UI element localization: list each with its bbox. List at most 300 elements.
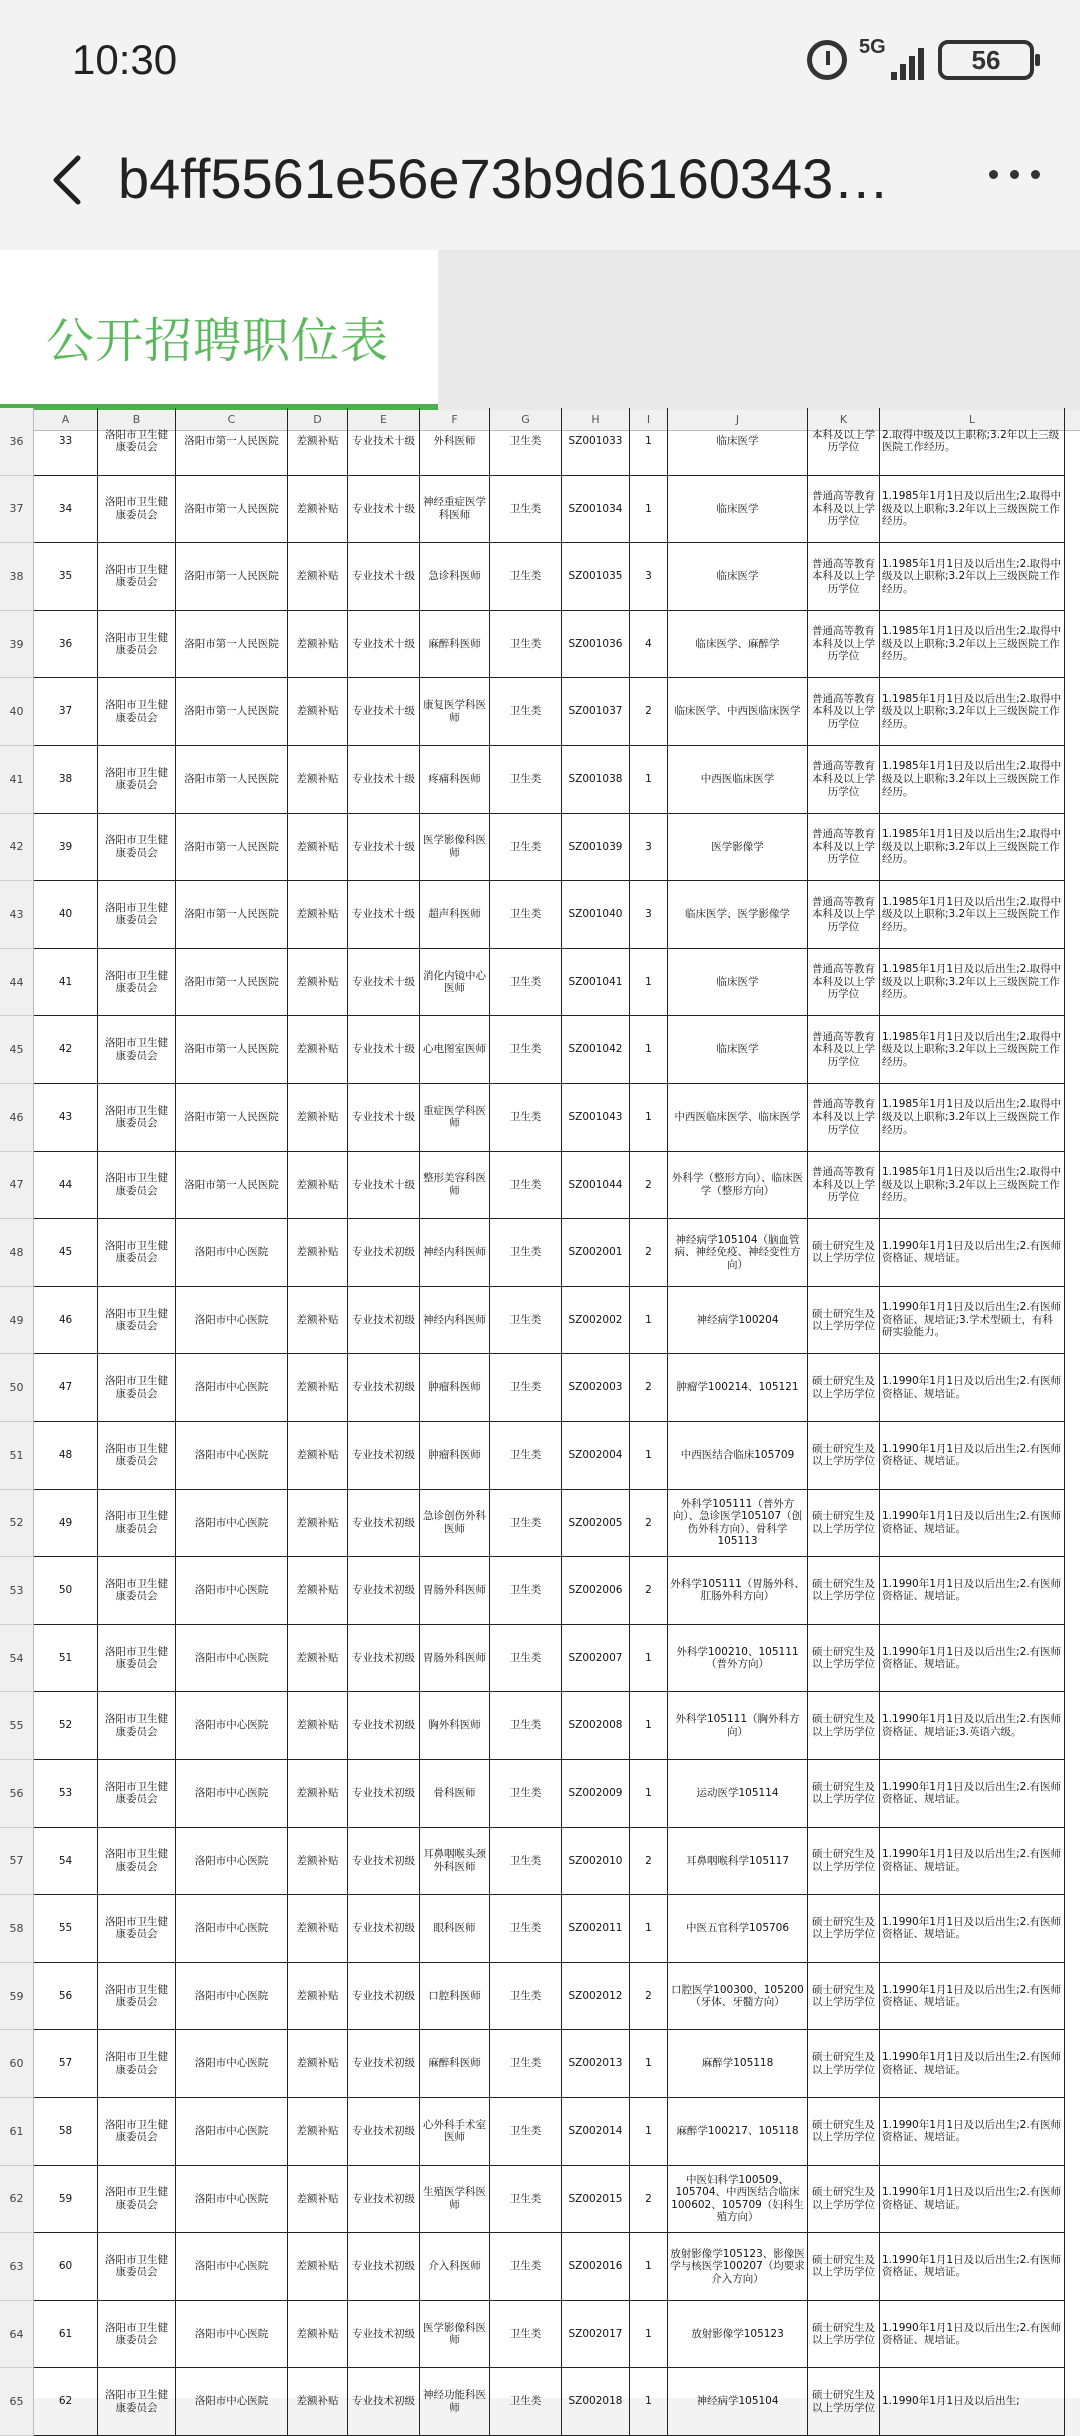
cell-A[interactable]: 35 xyxy=(34,543,98,611)
cell-D[interactable]: 差额补贴 xyxy=(288,2030,348,2098)
cell-F[interactable]: 医学影像科医师 xyxy=(420,814,490,882)
row-number[interactable]: 49 xyxy=(0,1287,34,1355)
column-header-J[interactable]: J xyxy=(668,410,808,430)
cell-B[interactable]: 洛阳市卫生健康委员会 xyxy=(98,1354,176,1422)
cell-D[interactable]: 差额补贴 xyxy=(288,2233,348,2301)
cell-F[interactable]: 胃肠外科医师 xyxy=(420,1625,490,1693)
cell-H[interactable]: SZ001036 xyxy=(562,611,630,679)
more-options-icon[interactable] xyxy=(989,170,1040,179)
cell-K[interactable]: 硕士研究生及以上学历学位 xyxy=(808,1557,880,1625)
cell-L[interactable]: 1.1985年1月1日及以后出生;2.取得中级及以上职称;3.2年以上三级医院工作经历。 xyxy=(880,1084,1065,1152)
row-number[interactable]: 65 xyxy=(0,2368,34,2436)
cell-J[interactable]: 临床医学 xyxy=(668,949,808,1017)
cell-F[interactable]: 麻醉科医师 xyxy=(420,611,490,679)
cell-J[interactable]: 中医五官科学105706 xyxy=(668,1895,808,1963)
cell-L[interactable]: 1.1985年1月1日及以后出生;2.取得中级及以上职称;3.2年以上三级医院工作经历。 xyxy=(880,746,1065,814)
cell-F[interactable]: 医学影像科医师 xyxy=(420,2301,490,2369)
cell-C[interactable]: 洛阳市中心医院 xyxy=(176,1625,288,1693)
cell-E[interactable]: 专业技术初级 xyxy=(348,1557,420,1625)
cell-F[interactable]: 神经功能科医师 xyxy=(420,2368,490,2436)
cell-K[interactable]: 普通高等教育本科及以上学历学位 xyxy=(808,1084,880,1152)
cell-D[interactable]: 差额补贴 xyxy=(288,2301,348,2369)
cell-C[interactable]: 洛阳市中心医院 xyxy=(176,1557,288,1625)
cell-I[interactable]: 1 xyxy=(630,2098,668,2166)
cell-I[interactable]: 1 xyxy=(630,1287,668,1355)
cell-D[interactable]: 差额补贴 xyxy=(288,1828,348,1896)
row-number[interactable]: 38 xyxy=(0,543,34,611)
cell-L[interactable]: 1.1990年1月1日及以后出生;2.有医师资格证、规培证。 xyxy=(880,1963,1065,2031)
cell-J[interactable]: 神经病学105104（脑血管病、神经免疫、神经变性方向） xyxy=(668,1219,808,1287)
cell-I[interactable]: 2 xyxy=(630,1219,668,1287)
cell-A[interactable]: 48 xyxy=(34,1422,98,1490)
cell-A[interactable]: 60 xyxy=(34,2233,98,2301)
cell-K[interactable]: 硕士研究生及以上学历学位 xyxy=(808,1760,880,1828)
row-number[interactable]: 39 xyxy=(0,611,34,679)
cell-E[interactable]: 专业技术初级 xyxy=(348,1625,420,1693)
cell-D[interactable]: 差额补贴 xyxy=(288,2368,348,2436)
back-arrow-icon[interactable] xyxy=(40,150,100,210)
cell-J[interactable]: 外科学105111（胃肠外科、肛肠外科方向） xyxy=(668,1557,808,1625)
cell-I[interactable]: 1 xyxy=(630,1016,668,1084)
row-number[interactable]: 62 xyxy=(0,2166,34,2234)
cell-H[interactable]: SZ002017 xyxy=(562,2301,630,2369)
cell-A[interactable]: 33 xyxy=(34,408,98,476)
cell-E[interactable]: 专业技术十级 xyxy=(348,1084,420,1152)
cell-H[interactable]: SZ002007 xyxy=(562,1625,630,1693)
cell-H[interactable]: SZ002012 xyxy=(562,1963,630,2031)
row-number[interactable]: 54 xyxy=(0,1625,34,1693)
cell-E[interactable]: 专业技术十级 xyxy=(348,408,420,476)
cell-C[interactable]: 洛阳市中心医院 xyxy=(176,1692,288,1760)
cell-F[interactable]: 急诊科医师 xyxy=(420,543,490,611)
cell-H[interactable]: SZ002013 xyxy=(562,2030,630,2098)
cell-I[interactable]: 3 xyxy=(630,543,668,611)
cell-J[interactable]: 临床医学、中西医临床医学 xyxy=(668,678,808,746)
cell-G[interactable]: 卫生类 xyxy=(490,476,562,544)
cell-L[interactable]: 1.1990年1月1日及以后出生;2.有医师资格证、规培证。 xyxy=(880,2301,1065,2369)
cell-G[interactable]: 卫生类 xyxy=(490,1016,562,1084)
cell-L[interactable]: 1.1990年1月1日及以后出生; xyxy=(880,2368,1065,2436)
cell-K[interactable]: 硕士研究生及以上学历学位 xyxy=(808,1490,880,1558)
cell-E[interactable]: 专业技术十级 xyxy=(348,476,420,544)
cell-J[interactable]: 肿瘤学100214、105121 xyxy=(668,1354,808,1422)
cell-F[interactable]: 神经内科医师 xyxy=(420,1219,490,1287)
cell-A[interactable]: 34 xyxy=(34,476,98,544)
cell-L[interactable]: 1.1990年1月1日及以后出生;2.有医师资格证、规培证。 xyxy=(880,1557,1065,1625)
row-number[interactable]: 40 xyxy=(0,678,34,746)
cell-F[interactable]: 心电图室医师 xyxy=(420,1016,490,1084)
cell-H[interactable]: SZ002003 xyxy=(562,1354,630,1422)
cell-H[interactable]: SZ002005 xyxy=(562,1490,630,1558)
cell-G[interactable]: 卫生类 xyxy=(490,1895,562,1963)
cell-E[interactable]: 专业技术初级 xyxy=(348,2030,420,2098)
cell-J[interactable]: 运动医学105114 xyxy=(668,1760,808,1828)
cell-K[interactable]: 硕士研究生及以上学历学位 xyxy=(808,1354,880,1422)
cell-A[interactable]: 52 xyxy=(34,1692,98,1760)
cell-B[interactable]: 洛阳市卫生健康委员会 xyxy=(98,1152,176,1220)
cell-D[interactable]: 差额补贴 xyxy=(288,1557,348,1625)
cell-G[interactable]: 卫生类 xyxy=(490,2166,562,2234)
cell-D[interactable]: 差额补贴 xyxy=(288,1084,348,1152)
cell-C[interactable]: 洛阳市中心医院 xyxy=(176,1760,288,1828)
cell-J[interactable]: 外科学（整形方向）、临床医学（整形方向） xyxy=(668,1152,808,1220)
cell-D[interactable]: 差额补贴 xyxy=(288,543,348,611)
cell-K[interactable]: 硕士研究生及以上学历学位 xyxy=(808,1219,880,1287)
cell-E[interactable]: 专业技术十级 xyxy=(348,611,420,679)
cell-D[interactable]: 差额补贴 xyxy=(288,1625,348,1693)
column-header-E[interactable]: E xyxy=(348,410,420,430)
cell-I[interactable]: 1 xyxy=(630,1895,668,1963)
cell-I[interactable]: 1 xyxy=(630,949,668,1017)
cell-G[interactable]: 卫生类 xyxy=(490,1625,562,1693)
column-header-A[interactable]: A xyxy=(34,410,98,430)
cell-G[interactable]: 卫生类 xyxy=(490,2301,562,2369)
cell-L[interactable]: 1.1990年1月1日及以后出生;2.有医师资格证、规培证。 xyxy=(880,2233,1065,2301)
cell-K[interactable]: 硕士研究生及以上学历学位 xyxy=(808,2098,880,2166)
cell-D[interactable]: 差额补贴 xyxy=(288,746,348,814)
cell-I[interactable]: 1 xyxy=(630,746,668,814)
cell-G[interactable]: 卫生类 xyxy=(490,746,562,814)
cell-E[interactable]: 专业技术十级 xyxy=(348,1016,420,1084)
cell-G[interactable]: 卫生类 xyxy=(490,543,562,611)
cell-I[interactable]: 2 xyxy=(630,2166,668,2234)
cell-J[interactable]: 神经病学105104 xyxy=(668,2368,808,2436)
cell-L[interactable]: 1.1990年1月1日及以后出生;2.有医师资格证、规培证;3.英语六级。 xyxy=(880,1692,1065,1760)
row-number[interactable]: 52 xyxy=(0,1490,34,1558)
cell-K[interactable]: 普通高等教育本科及以上学历学位 xyxy=(808,1152,880,1220)
row-number[interactable]: 46 xyxy=(0,1084,34,1152)
cell-L[interactable]: 1.1990年1月1日及以后出生;2.有医师资格证、规培证。 xyxy=(880,1625,1065,1693)
cell-D[interactable]: 差额补贴 xyxy=(288,2098,348,2166)
cell-D[interactable]: 差额补贴 xyxy=(288,678,348,746)
cell-A[interactable]: 53 xyxy=(34,1760,98,1828)
cell-I[interactable]: 2 xyxy=(630,1490,668,1558)
cell-I[interactable]: 4 xyxy=(630,611,668,679)
cell-F[interactable]: 外科医师 xyxy=(420,408,490,476)
cell-D[interactable]: 差额补贴 xyxy=(288,2166,348,2234)
cell-G[interactable]: 卫生类 xyxy=(490,678,562,746)
cell-K[interactable]: 硕士研究生及以上学历学位 xyxy=(808,1287,880,1355)
cell-J[interactable]: 耳鼻咽喉科学105117 xyxy=(668,1828,808,1896)
cell-J[interactable]: 麻醉学100217、105118 xyxy=(668,2098,808,2166)
cell-D[interactable]: 差额补贴 xyxy=(288,476,348,544)
cell-E[interactable]: 专业技术十级 xyxy=(348,678,420,746)
cell-A[interactable]: 51 xyxy=(34,1625,98,1693)
row-number[interactable]: 61 xyxy=(0,2098,34,2166)
cell-K[interactable]: 硕士研究生及以上学历学位 xyxy=(808,2030,880,2098)
cell-I[interactable]: 3 xyxy=(630,814,668,882)
cell-L[interactable]: 1.1985年1月1日及以后出生;2.取得中级及以上职称;3.2年以上三级医院工作经历。 xyxy=(880,1016,1065,1084)
cell-E[interactable]: 专业技术初级 xyxy=(348,1760,420,1828)
cell-F[interactable]: 疼痛科医师 xyxy=(420,746,490,814)
cell-K[interactable]: 本科及以上学历学位 xyxy=(808,408,880,476)
cell-G[interactable]: 卫生类 xyxy=(490,1828,562,1896)
cell-I[interactable]: 2 xyxy=(630,1828,668,1896)
cell-K[interactable]: 硕士研究生及以上学历学位 xyxy=(808,2301,880,2369)
cell-B[interactable]: 洛阳市卫生健康委员会 xyxy=(98,1760,176,1828)
cell-I[interactable]: 3 xyxy=(630,881,668,949)
cell-A[interactable]: 49 xyxy=(34,1490,98,1558)
cell-E[interactable]: 专业技术初级 xyxy=(348,1219,420,1287)
row-number[interactable]: 56 xyxy=(0,1760,34,1828)
cell-F[interactable]: 神经重症医学科医师 xyxy=(420,476,490,544)
cell-G[interactable]: 卫生类 xyxy=(490,1152,562,1220)
cell-E[interactable]: 专业技术初级 xyxy=(348,1422,420,1490)
spreadsheet-grid[interactable] xyxy=(0,410,1080,2414)
cell-B[interactable]: 洛阳市卫生健康委员会 xyxy=(98,1557,176,1625)
cell-A[interactable]: 40 xyxy=(34,881,98,949)
cell-F[interactable]: 胸外科医师 xyxy=(420,1692,490,1760)
cell-L[interactable]: 1.1990年1月1日及以后出生;2.有医师资格证、规培证。 xyxy=(880,2098,1065,2166)
cell-H[interactable]: SZ002015 xyxy=(562,2166,630,2234)
cell-G[interactable]: 卫生类 xyxy=(490,611,562,679)
cell-J[interactable]: 中医妇科学100509、105704、中西医结合临床100602、105709（妇科生殖方向） xyxy=(668,2166,808,2234)
cell-J[interactable]: 临床医学 xyxy=(668,408,808,476)
cell-A[interactable]: 47 xyxy=(34,1354,98,1422)
cell-L[interactable]: 1.1990年1月1日及以后出生;2.有医师资格证、规培证。 xyxy=(880,1760,1065,1828)
cell-I[interactable]: 2 xyxy=(630,1557,668,1625)
cell-B[interactable]: 洛阳市卫生健康委员会 xyxy=(98,1084,176,1152)
cell-B[interactable]: 洛阳市卫生健康委员会 xyxy=(98,2166,176,2234)
cell-B[interactable]: 洛阳市卫生健康委员会 xyxy=(98,2030,176,2098)
cell-I[interactable]: 1 xyxy=(630,1422,668,1490)
cell-L[interactable]: 1.1990年1月1日及以后出生;2.有医师资格证、规培证。 xyxy=(880,1895,1065,1963)
cell-F[interactable]: 急诊创伤外科医师 xyxy=(420,1490,490,1558)
cell-L[interactable]: 1.1985年1月1日及以后出生;2.取得中级及以上职称;3.2年以上三级医院工作经历。 xyxy=(880,881,1065,949)
cell-C[interactable]: 洛阳市中心医院 xyxy=(176,2233,288,2301)
cell-H[interactable]: SZ002011 xyxy=(562,1895,630,1963)
cell-E[interactable]: 专业技术初级 xyxy=(348,2301,420,2369)
cell-H[interactable]: SZ001033 xyxy=(562,408,630,476)
cell-K[interactable]: 硕士研究生及以上学历学位 xyxy=(808,2233,880,2301)
cell-E[interactable]: 专业技术十级 xyxy=(348,746,420,814)
cell-E[interactable]: 专业技术初级 xyxy=(348,1828,420,1896)
cell-I[interactable]: 1 xyxy=(630,1760,668,1828)
cell-C[interactable]: 洛阳市第一人民医院 xyxy=(176,543,288,611)
cell-G[interactable]: 卫生类 xyxy=(490,2368,562,2436)
cell-B[interactable]: 洛阳市卫生健康委员会 xyxy=(98,814,176,882)
cell-C[interactable]: 洛阳市中心医院 xyxy=(176,2166,288,2234)
cell-L[interactable]: 1.1985年1月1日及以后出生;2.取得中级及以上职称;3.2年以上三级医院工作经历。 xyxy=(880,543,1065,611)
column-header-L[interactable]: L xyxy=(880,410,1065,430)
cell-G[interactable]: 卫生类 xyxy=(490,2233,562,2301)
cell-L[interactable]: 1.1990年1月1日及以后出生;2.有医师资格证、规培证。 xyxy=(880,1219,1065,1287)
cell-H[interactable]: SZ002002 xyxy=(562,1287,630,1355)
cell-A[interactable]: 46 xyxy=(34,1287,98,1355)
cell-J[interactable]: 放射影像学105123、影像医学与核医学100207（均要求介入方向） xyxy=(668,2233,808,2301)
cell-I[interactable]: 1 xyxy=(630,2301,668,2369)
cell-G[interactable]: 卫生类 xyxy=(490,1084,562,1152)
cell-G[interactable]: 卫生类 xyxy=(490,814,562,882)
column-header-I[interactable]: I xyxy=(630,410,668,430)
cell-I[interactable]: 2 xyxy=(630,678,668,746)
cell-A[interactable]: 41 xyxy=(34,949,98,1017)
row-number[interactable]: 57 xyxy=(0,1828,34,1896)
cell-H[interactable]: SZ002018 xyxy=(562,2368,630,2436)
cell-A[interactable]: 38 xyxy=(34,746,98,814)
cell-A[interactable]: 43 xyxy=(34,1084,98,1152)
cell-C[interactable]: 洛阳市中心医院 xyxy=(176,1828,288,1896)
cell-J[interactable]: 临床医学、医学影像学 xyxy=(668,881,808,949)
cell-H[interactable]: SZ002014 xyxy=(562,2098,630,2166)
cell-A[interactable]: 59 xyxy=(34,2166,98,2234)
column-header-K[interactable]: K xyxy=(808,410,880,430)
cell-C[interactable]: 洛阳市中心医院 xyxy=(176,1354,288,1422)
cell-J[interactable]: 口腔医学100300、105200（牙体、牙髓方向） xyxy=(668,1963,808,2031)
cell-C[interactable]: 洛阳市中心医院 xyxy=(176,2368,288,2436)
cell-L[interactable]: 1.1990年1月1日及以后出生;2.有医师资格证、规培证;3.学术型硕士，有科研实验能力。 xyxy=(880,1287,1065,1355)
row-number[interactable]: 64 xyxy=(0,2301,34,2369)
cell-G[interactable]: 卫生类 xyxy=(490,1354,562,1422)
cell-E[interactable]: 专业技术初级 xyxy=(348,1490,420,1558)
cell-D[interactable]: 差额补贴 xyxy=(288,1692,348,1760)
cell-D[interactable]: 差额补贴 xyxy=(288,1963,348,2031)
cell-C[interactable]: 洛阳市中心医院 xyxy=(176,1963,288,2031)
cell-D[interactable]: 差额补贴 xyxy=(288,814,348,882)
row-number[interactable]: 36 xyxy=(0,408,34,476)
cell-D[interactable]: 差额补贴 xyxy=(288,949,348,1017)
cell-J[interactable]: 外科学105111（胸外科方向） xyxy=(668,1692,808,1760)
cell-C[interactable]: 洛阳市第一人民医院 xyxy=(176,678,288,746)
cell-H[interactable]: SZ002010 xyxy=(562,1828,630,1896)
cell-J[interactable]: 临床医学 xyxy=(668,1016,808,1084)
cell-C[interactable]: 洛阳市第一人民医院 xyxy=(176,1084,288,1152)
cell-E[interactable]: 专业技术初级 xyxy=(348,1354,420,1422)
cell-G[interactable]: 卫生类 xyxy=(490,949,562,1017)
cell-I[interactable]: 1 xyxy=(630,1084,668,1152)
cell-L[interactable]: 1.1990年1月1日及以后出生;2.有医师资格证、规培证。 xyxy=(880,1490,1065,1558)
row-number[interactable]: 55 xyxy=(0,1692,34,1760)
cell-A[interactable]: 55 xyxy=(34,1895,98,1963)
cell-B[interactable]: 洛阳市卫生健康委员会 xyxy=(98,2233,176,2301)
cell-H[interactable]: SZ001038 xyxy=(562,746,630,814)
cell-B[interactable]: 洛阳市卫生健康委员会 xyxy=(98,1016,176,1084)
cell-B[interactable]: 洛阳市卫生健康委员会 xyxy=(98,1490,176,1558)
cell-K[interactable]: 硕士研究生及以上学历学位 xyxy=(808,1895,880,1963)
cell-G[interactable]: 卫生类 xyxy=(490,1219,562,1287)
cell-J[interactable]: 麻醉学105118 xyxy=(668,2030,808,2098)
cell-J[interactable]: 外科学105111（普外方向）、急诊医学105107（创伤外科方向）、骨科学105113 xyxy=(668,1490,808,1558)
cell-E[interactable]: 专业技术十级 xyxy=(348,881,420,949)
cell-B[interactable]: 洛阳市卫生健康委员会 xyxy=(98,2368,176,2436)
cell-H[interactable]: SZ002001 xyxy=(562,1219,630,1287)
cell-F[interactable]: 肿瘤科医师 xyxy=(420,1422,490,1490)
cell-L[interactable]: 1.1985年1月1日及以后出生;2.取得中级及以上职称;3.2年以上三级医院工作经历。 xyxy=(880,814,1065,882)
cell-E[interactable]: 专业技术初级 xyxy=(348,1963,420,2031)
cell-F[interactable]: 心外科手术室医师 xyxy=(420,2098,490,2166)
cell-H[interactable]: SZ001039 xyxy=(562,814,630,882)
cell-C[interactable]: 洛阳市第一人民医院 xyxy=(176,476,288,544)
cell-B[interactable]: 洛阳市卫生健康委员会 xyxy=(98,611,176,679)
cell-L[interactable]: 1.1985年1月1日及以后出生;2.取得中级及以上职称;3.2年以上三级医院工作经历。 xyxy=(880,1152,1065,1220)
cell-G[interactable]: 卫生类 xyxy=(490,881,562,949)
cell-A[interactable]: 54 xyxy=(34,1828,98,1896)
cell-B[interactable]: 洛阳市卫生健康委员会 xyxy=(98,2098,176,2166)
row-number[interactable]: 51 xyxy=(0,1422,34,1490)
cell-J[interactable]: 中西医临床医学 xyxy=(668,746,808,814)
column-header-G[interactable]: G xyxy=(490,410,562,430)
cell-G[interactable]: 卫生类 xyxy=(490,1760,562,1828)
cell-F[interactable]: 眼科医师 xyxy=(420,1895,490,1963)
row-number[interactable]: 60 xyxy=(0,2030,34,2098)
cell-H[interactable]: SZ001043 xyxy=(562,1084,630,1152)
cell-J[interactable]: 中西医临床医学、临床医学 xyxy=(668,1084,808,1152)
cell-H[interactable]: SZ001034 xyxy=(562,476,630,544)
row-number[interactable]: 44 xyxy=(0,949,34,1017)
cell-K[interactable]: 普通高等教育本科及以上学历学位 xyxy=(808,476,880,544)
cell-B[interactable]: 洛阳市卫生健康委员会 xyxy=(98,1963,176,2031)
cell-D[interactable]: 差额补贴 xyxy=(288,1016,348,1084)
cell-L[interactable]: 1.1985年1月1日及以后出生;2.取得中级及以上职称;3.2年以上三级医院工作经历。 xyxy=(880,678,1065,746)
cell-C[interactable]: 洛阳市第一人民医院 xyxy=(176,881,288,949)
cell-D[interactable]: 差额补贴 xyxy=(288,408,348,476)
cell-F[interactable]: 神经内科医师 xyxy=(420,1287,490,1355)
cell-F[interactable]: 口腔科医师 xyxy=(420,1963,490,2031)
row-number[interactable]: 50 xyxy=(0,1354,34,1422)
cell-J[interactable]: 临床医学、麻醉学 xyxy=(668,611,808,679)
cell-H[interactable]: SZ001044 xyxy=(562,1152,630,1220)
cell-A[interactable]: 42 xyxy=(34,1016,98,1084)
row-number[interactable]: 42 xyxy=(0,814,34,882)
cell-K[interactable]: 硕士研究生及以上学历学位 xyxy=(808,1828,880,1896)
row-number[interactable]: 59 xyxy=(0,1963,34,2031)
cell-I[interactable]: 1 xyxy=(630,1692,668,1760)
cell-H[interactable]: SZ002009 xyxy=(562,1760,630,1828)
cell-H[interactable]: SZ001035 xyxy=(562,543,630,611)
cell-H[interactable]: SZ001042 xyxy=(562,1016,630,1084)
cell-I[interactable]: 1 xyxy=(630,2030,668,2098)
cell-B[interactable]: 洛阳市卫生健康委员会 xyxy=(98,1287,176,1355)
row-number[interactable]: 53 xyxy=(0,1557,34,1625)
cell-D[interactable]: 差额补贴 xyxy=(288,1354,348,1422)
cell-J[interactable]: 医学影像学 xyxy=(668,814,808,882)
cell-J[interactable]: 临床医学 xyxy=(668,476,808,544)
cell-I[interactable]: 1 xyxy=(630,408,668,476)
cell-B[interactable]: 洛阳市卫生健康委员会 xyxy=(98,881,176,949)
cell-K[interactable]: 普通高等教育本科及以上学历学位 xyxy=(808,881,880,949)
cell-F[interactable]: 介入科医师 xyxy=(420,2233,490,2301)
cell-K[interactable]: 硕士研究生及以上学历学位 xyxy=(808,1692,880,1760)
cell-A[interactable]: 39 xyxy=(34,814,98,882)
cell-G[interactable]: 卫生类 xyxy=(490,2098,562,2166)
cell-E[interactable]: 专业技术十级 xyxy=(348,814,420,882)
cell-G[interactable]: 卫生类 xyxy=(490,1557,562,1625)
cell-C[interactable]: 洛阳市中心医院 xyxy=(176,1895,288,1963)
cell-A[interactable]: 61 xyxy=(34,2301,98,2369)
cell-C[interactable]: 洛阳市第一人民医院 xyxy=(176,1152,288,1220)
row-number[interactable]: 58 xyxy=(0,1895,34,1963)
cell-G[interactable]: 卫生类 xyxy=(490,1287,562,1355)
cell-D[interactable]: 差额补贴 xyxy=(288,1895,348,1963)
column-header-D[interactable]: D xyxy=(288,410,348,430)
cell-B[interactable]: 洛阳市卫生健康委员会 xyxy=(98,678,176,746)
cell-B[interactable]: 洛阳市卫生健康委员会 xyxy=(98,949,176,1017)
cell-K[interactable]: 普通高等教育本科及以上学历学位 xyxy=(808,678,880,746)
cell-E[interactable]: 专业技术初级 xyxy=(348,2098,420,2166)
cell-J[interactable]: 放射影像学105123 xyxy=(668,2301,808,2369)
cell-D[interactable]: 差额补贴 xyxy=(288,881,348,949)
column-header-H[interactable]: H xyxy=(562,410,630,430)
cell-G[interactable]: 卫生类 xyxy=(490,1490,562,1558)
cell-E[interactable]: 专业技术初级 xyxy=(348,1287,420,1355)
cell-B[interactable]: 洛阳市卫生健康委员会 xyxy=(98,1895,176,1963)
cell-J[interactable]: 外科学100210、105111（普外方向） xyxy=(668,1625,808,1693)
cell-D[interactable]: 差额补贴 xyxy=(288,1287,348,1355)
cell-L[interactable]: 1.1990年1月1日及以后出生;2.有医师资格证、规培证。 xyxy=(880,1354,1065,1422)
cell-C[interactable]: 洛阳市第一人民医院 xyxy=(176,949,288,1017)
row-number[interactable]: 47 xyxy=(0,1152,34,1220)
cell-C[interactable]: 洛阳市中心医院 xyxy=(176,1422,288,1490)
